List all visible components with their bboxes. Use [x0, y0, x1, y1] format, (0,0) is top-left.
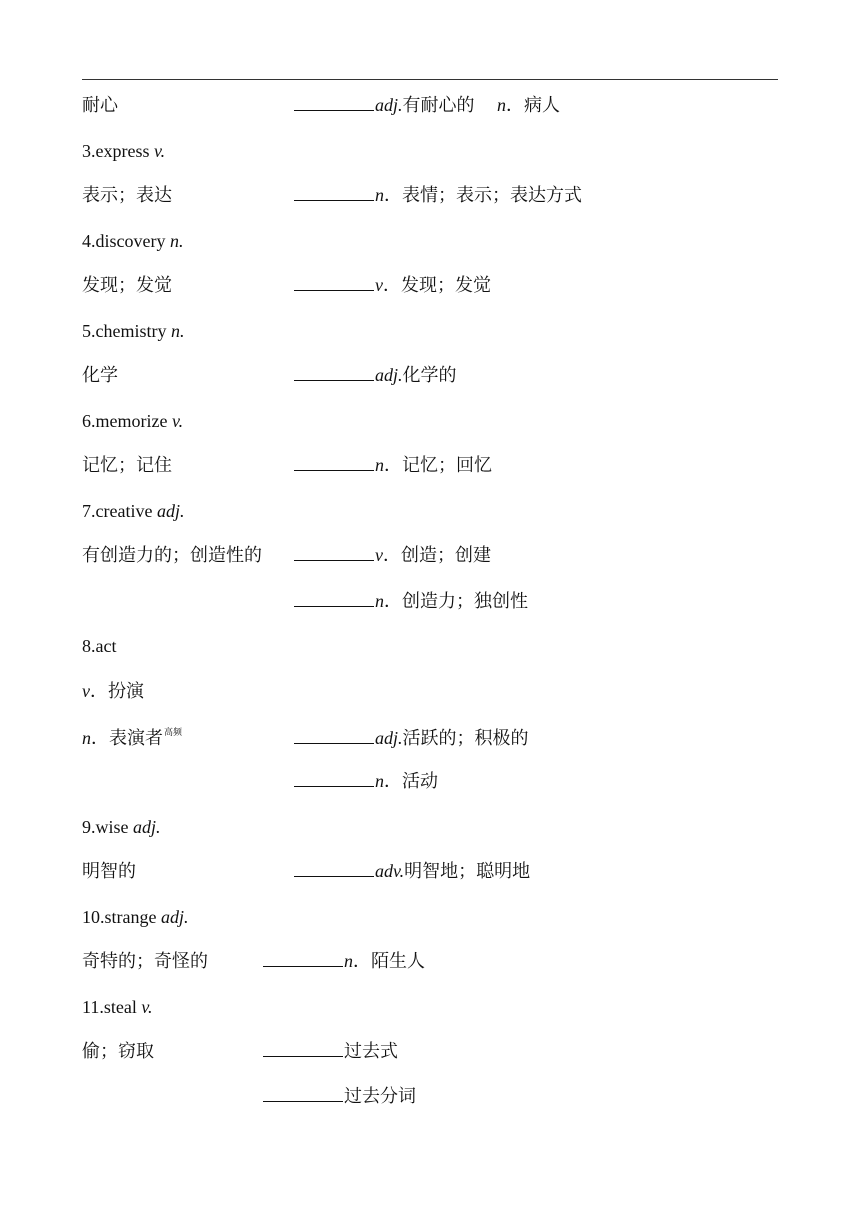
meaning-text: ．表演者	[91, 728, 163, 748]
derivative-meaning: 化学的	[402, 365, 457, 385]
meaning-text: ．扮演	[90, 681, 144, 701]
derivative-item	[294, 273, 491, 297]
meaning-text: 化学	[82, 365, 118, 385]
answer-blank[interactable]	[294, 363, 374, 381]
derivative-item	[294, 726, 529, 750]
derivative-meaning: ．发现；发觉	[383, 275, 491, 295]
answer-blank[interactable]	[294, 273, 374, 291]
derivative-meaning: ．陌生人	[353, 951, 425, 971]
headword: 6.memorize	[82, 411, 168, 431]
derivative-meaning: 过去分词	[344, 1086, 416, 1106]
pos-label: n.	[170, 321, 185, 341]
derivative-meaning: ．创造；创建	[383, 545, 491, 565]
pos-label: adj.	[133, 817, 161, 837]
pos-label: v	[82, 681, 90, 701]
derivative-item	[294, 769, 438, 793]
pos-label: adj.	[375, 365, 403, 385]
headword: 9.wise	[82, 817, 129, 837]
meaning-text: 明智的	[82, 861, 136, 881]
pos-label: v.	[141, 997, 153, 1017]
derivative-meaning: 过去式	[344, 1041, 398, 1061]
answer-blank[interactable]	[294, 589, 374, 607]
answer-blank[interactable]	[294, 543, 374, 561]
meaning-text: 记忆；记住	[82, 455, 172, 475]
pos-label: v	[375, 275, 383, 295]
derivative-item	[294, 453, 492, 477]
headword: 3.express	[82, 141, 150, 161]
pos-label: n	[344, 951, 353, 971]
meaning-text: 有创造力的；创造性的	[82, 545, 262, 565]
derivative-item	[294, 93, 560, 117]
headword: 8.act	[82, 636, 117, 656]
derivative-meaning: 活跃的；积极的	[402, 728, 529, 748]
answer-blank[interactable]	[263, 949, 343, 967]
pos-label: n	[82, 728, 91, 748]
pos-label: adv.	[375, 861, 405, 881]
answer-blank[interactable]	[294, 769, 374, 787]
answer-blank[interactable]	[294, 453, 374, 471]
answer-blank[interactable]	[294, 93, 374, 111]
derivative-item	[294, 589, 528, 613]
derivative-item	[294, 859, 530, 883]
headword: 5.chemistry	[82, 321, 167, 341]
pos-label: adj.	[375, 95, 403, 115]
pos-label: v.	[153, 141, 166, 161]
pos-label: adj.	[156, 501, 185, 521]
answer-blank[interactable]	[263, 1084, 343, 1102]
pos-label: n	[497, 95, 507, 115]
headword: 10.strange	[82, 907, 157, 927]
derivative-meaning: ．创造力；独创性	[384, 591, 528, 611]
derivative-item	[294, 183, 582, 207]
pos-label: v	[375, 545, 383, 565]
meaning-text: 耐心	[82, 95, 118, 115]
answer-blank[interactable]	[294, 859, 374, 877]
answer-blank[interactable]	[294, 726, 374, 744]
meaning-text: 偷；窃取	[82, 1041, 154, 1061]
pos-label: n	[375, 771, 384, 791]
pos-label: n	[375, 185, 384, 205]
derivative-meaning: ．活动	[384, 771, 438, 791]
pos-label: n.	[169, 231, 184, 251]
headword: 7.creative	[82, 501, 153, 521]
headword: 4.discovery	[82, 231, 166, 251]
derivative-item	[263, 1084, 416, 1108]
derivative-item	[294, 543, 491, 567]
pos-label: n	[375, 455, 384, 475]
pos-label: n	[375, 591, 384, 611]
meaning-text: 发现；发觉	[82, 275, 172, 295]
derivative-meaning: ．表情；表示；表达方式	[384, 185, 582, 205]
header-rule	[82, 79, 778, 80]
answer-blank[interactable]	[294, 183, 374, 201]
derivative-item	[263, 949, 425, 973]
meaning-text: 表示；表达	[82, 185, 172, 205]
derivative-meaning: 明智地；聪明地	[404, 861, 531, 881]
pos-label: adj.	[160, 907, 189, 927]
derivative-item	[263, 1039, 398, 1063]
frequency-tag: 高频	[164, 727, 183, 737]
derivative-meaning: ．病人	[506, 95, 561, 115]
pos-label: adj.	[375, 728, 403, 748]
answer-blank[interactable]	[263, 1039, 343, 1057]
derivative-meaning: ．记忆；回忆	[384, 455, 492, 475]
derivative-item	[294, 363, 457, 387]
derivative-meaning: 有耐心的	[402, 95, 475, 115]
headword: 11.steal	[82, 997, 137, 1017]
pos-label: v.	[171, 411, 184, 431]
meaning-text: 奇特的；奇怪的	[82, 951, 208, 971]
